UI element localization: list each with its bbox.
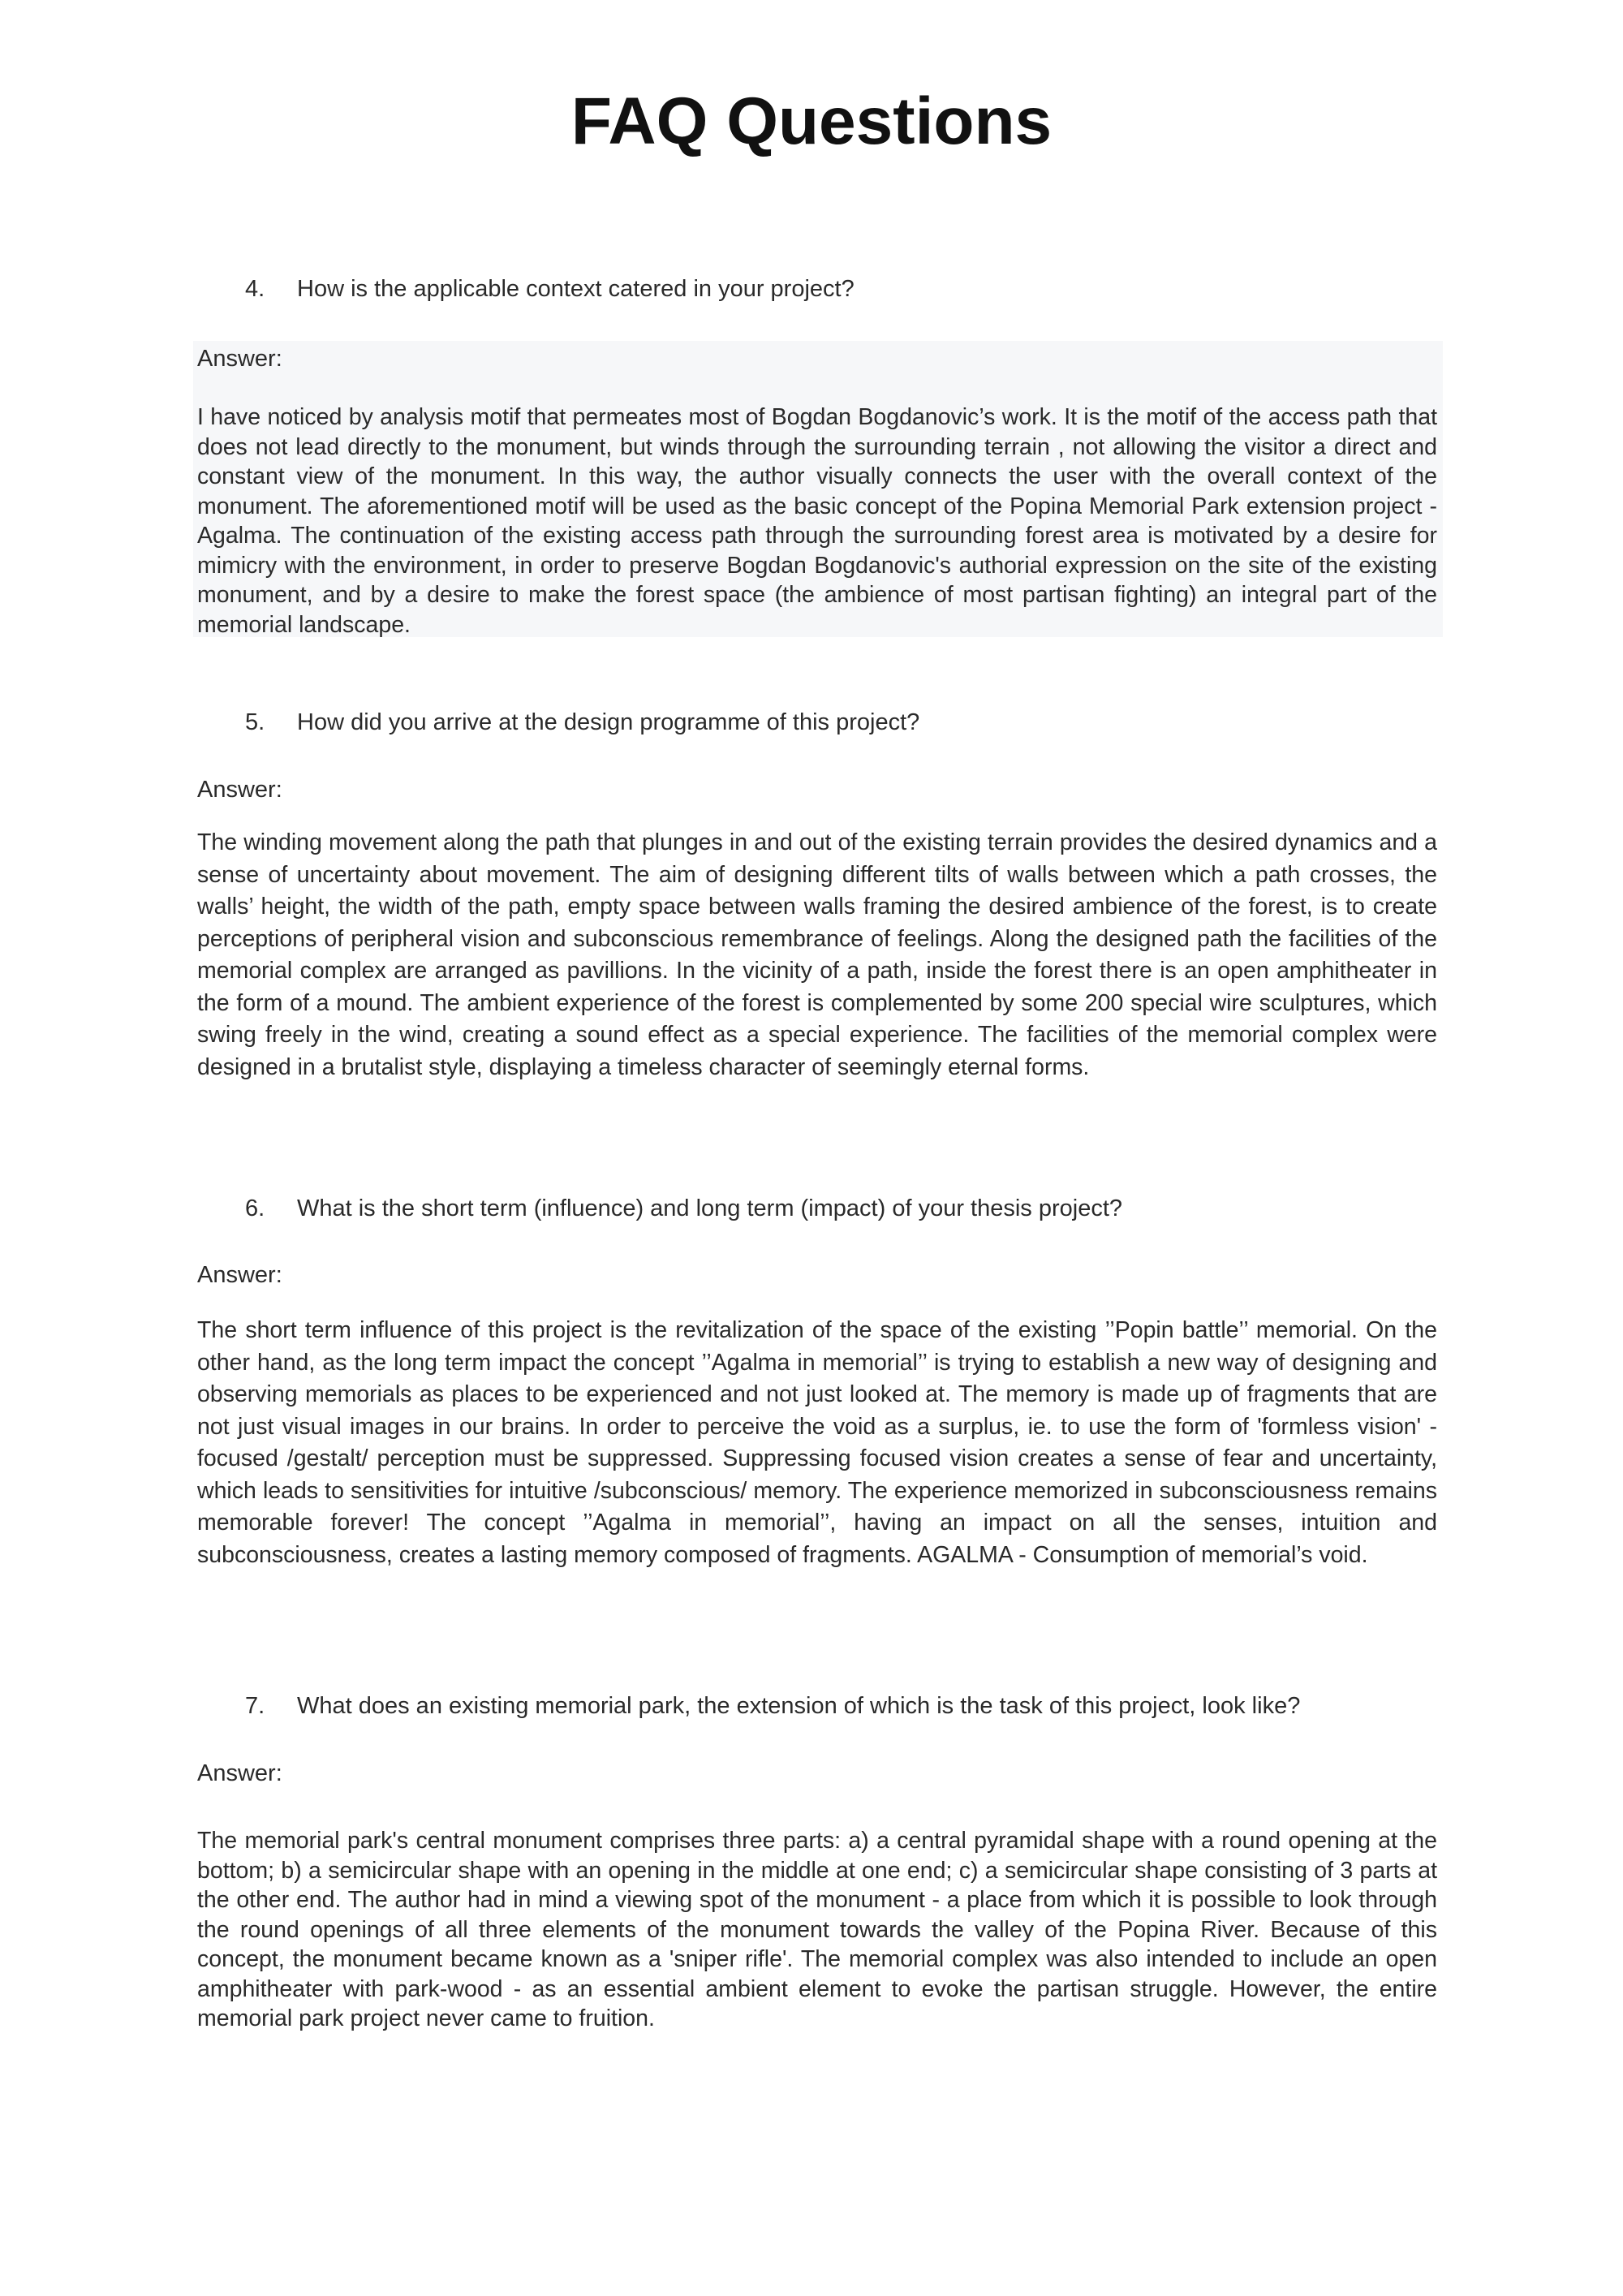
faq-question-6 <box>245 1194 1446 1223</box>
question-text: What does an existing memorial park, the extension of which is the task of this project, look like? <box>297 1693 1301 1719</box>
faq-answer-7: The memorial park's central monument comprises three parts: a) a central pyramidal shape with a round opening at the bottom; b) a semicircular shape with an opening in the middle at one end; c) a semicircular shape consisting of 3 parts at the other end. The author had in mind a viewing spot of the monument - a place from which it is possible to look through the round openings of all three elements of the monument towards the valley of the Popina River. Because of this concept, the monument became known as a 'sniper rifle'. The memorial complex was also intended to include an open amphitheater with park-wood - as an essential ambient element to evoke the partisan struggle. However, the entire memorial park project never came to fruition. <box>197 1828 1437 2031</box>
faq-question-5 <box>245 708 1446 737</box>
question-text: How is the applicable context catered in your project? <box>297 276 855 302</box>
question-number: 5. <box>245 709 265 735</box>
question-number: 6. <box>245 1195 265 1221</box>
answer-label: Answer: <box>197 1262 282 1288</box>
question-number: 4. <box>245 276 265 302</box>
faq-question-7 <box>245 1691 1446 1721</box>
faq-answer-6: The short term influence of this project is the revitalization of the space of the existing ’’Popin battle’’ memorial. On the other hand, as the long term impact the concept ’’Agalma in memorial’’ is trying to establish a new way of designing and observing memorials as places to be experienced and not just looked at. The memory is made up of fragments that are not just visual images in our brains. In order to perceive the void as a surplus, ie. to use the form of 'formless vision' - focused /gestalt/ perception must be suppressed. Suppressing focused vision creates a sense of fear and uncertainty, which leads to sensitivities for intuitive /subconscious/ memory. The experience memorized in subconsciousness remains memorable forever! The concept ’’Agalma in memorial’’, having an impact on all the senses, intuition and subconsciousness, creates a lasting memory composed of fragments. AGALMA - Consumption of memorial’s void. <box>197 1317 1437 1568</box>
faq-answer-5: The winding movement along the path that plunges in and out of the existing terrain provides the desired dynamics and a sense of uncertainty about movement. The aim of designing different tilts of walls between which a path crosses, the walls’ height, the width of the path, empty space between walls framing the desired ambience of the forest, is to create perceptions of peripheral vision and subconscious remembrance of feelings. Along the designed path the facilities of the memorial complex are arranged as pavillions. In the vicinity of a path, inside the forest there is an open amphitheater in the form of a mound. The ambient experience of the forest is complemented by some 200 special wire sculptures, which swing freely in the wind, creating a sound effect as a special experience. The facilities of the memorial complex were designed in a brutalist style, displaying a timeless character of seemingly eternal forms. <box>197 829 1437 1080</box>
question-text: How did you arrive at the design programme of this project? <box>297 709 920 735</box>
question-number: 7. <box>245 1693 265 1719</box>
answer-label: Answer: <box>197 1760 282 1786</box>
answer-label: Answer: <box>197 346 282 372</box>
faq-question-4 <box>245 274 1446 304</box>
question-text: What is the short term (influence) and long term (impact) of your thesis project? <box>297 1195 1123 1221</box>
page-title: FAQ Questions <box>570 84 1053 158</box>
answer-label: Answer: <box>197 777 282 803</box>
faq-answer-4: I have noticed by analysis motif that permeates most of Bogdan Bogdanovic’s work. It is the motif of the access path that does not lead directly to the monument, but winds through the surrounding terrain , not allowing the visitor a direct and constant view of the monument. In this way, the author visually connects the user with the overall context of the monument. The aforementioned motif will be used as the basic concept of the Popina Memorial Park extension project - Agalma. The continuation of the existing access path through the surrounding forest area is motivated by a desire for mimicry with the environment, in order to preserve Bogdan Bogdanovic's authorial expression on the site of the existing monument, and by a desire to make the forest space (the ambience of most partisan fighting) an integral part of the memorial landscape. <box>197 404 1437 638</box>
